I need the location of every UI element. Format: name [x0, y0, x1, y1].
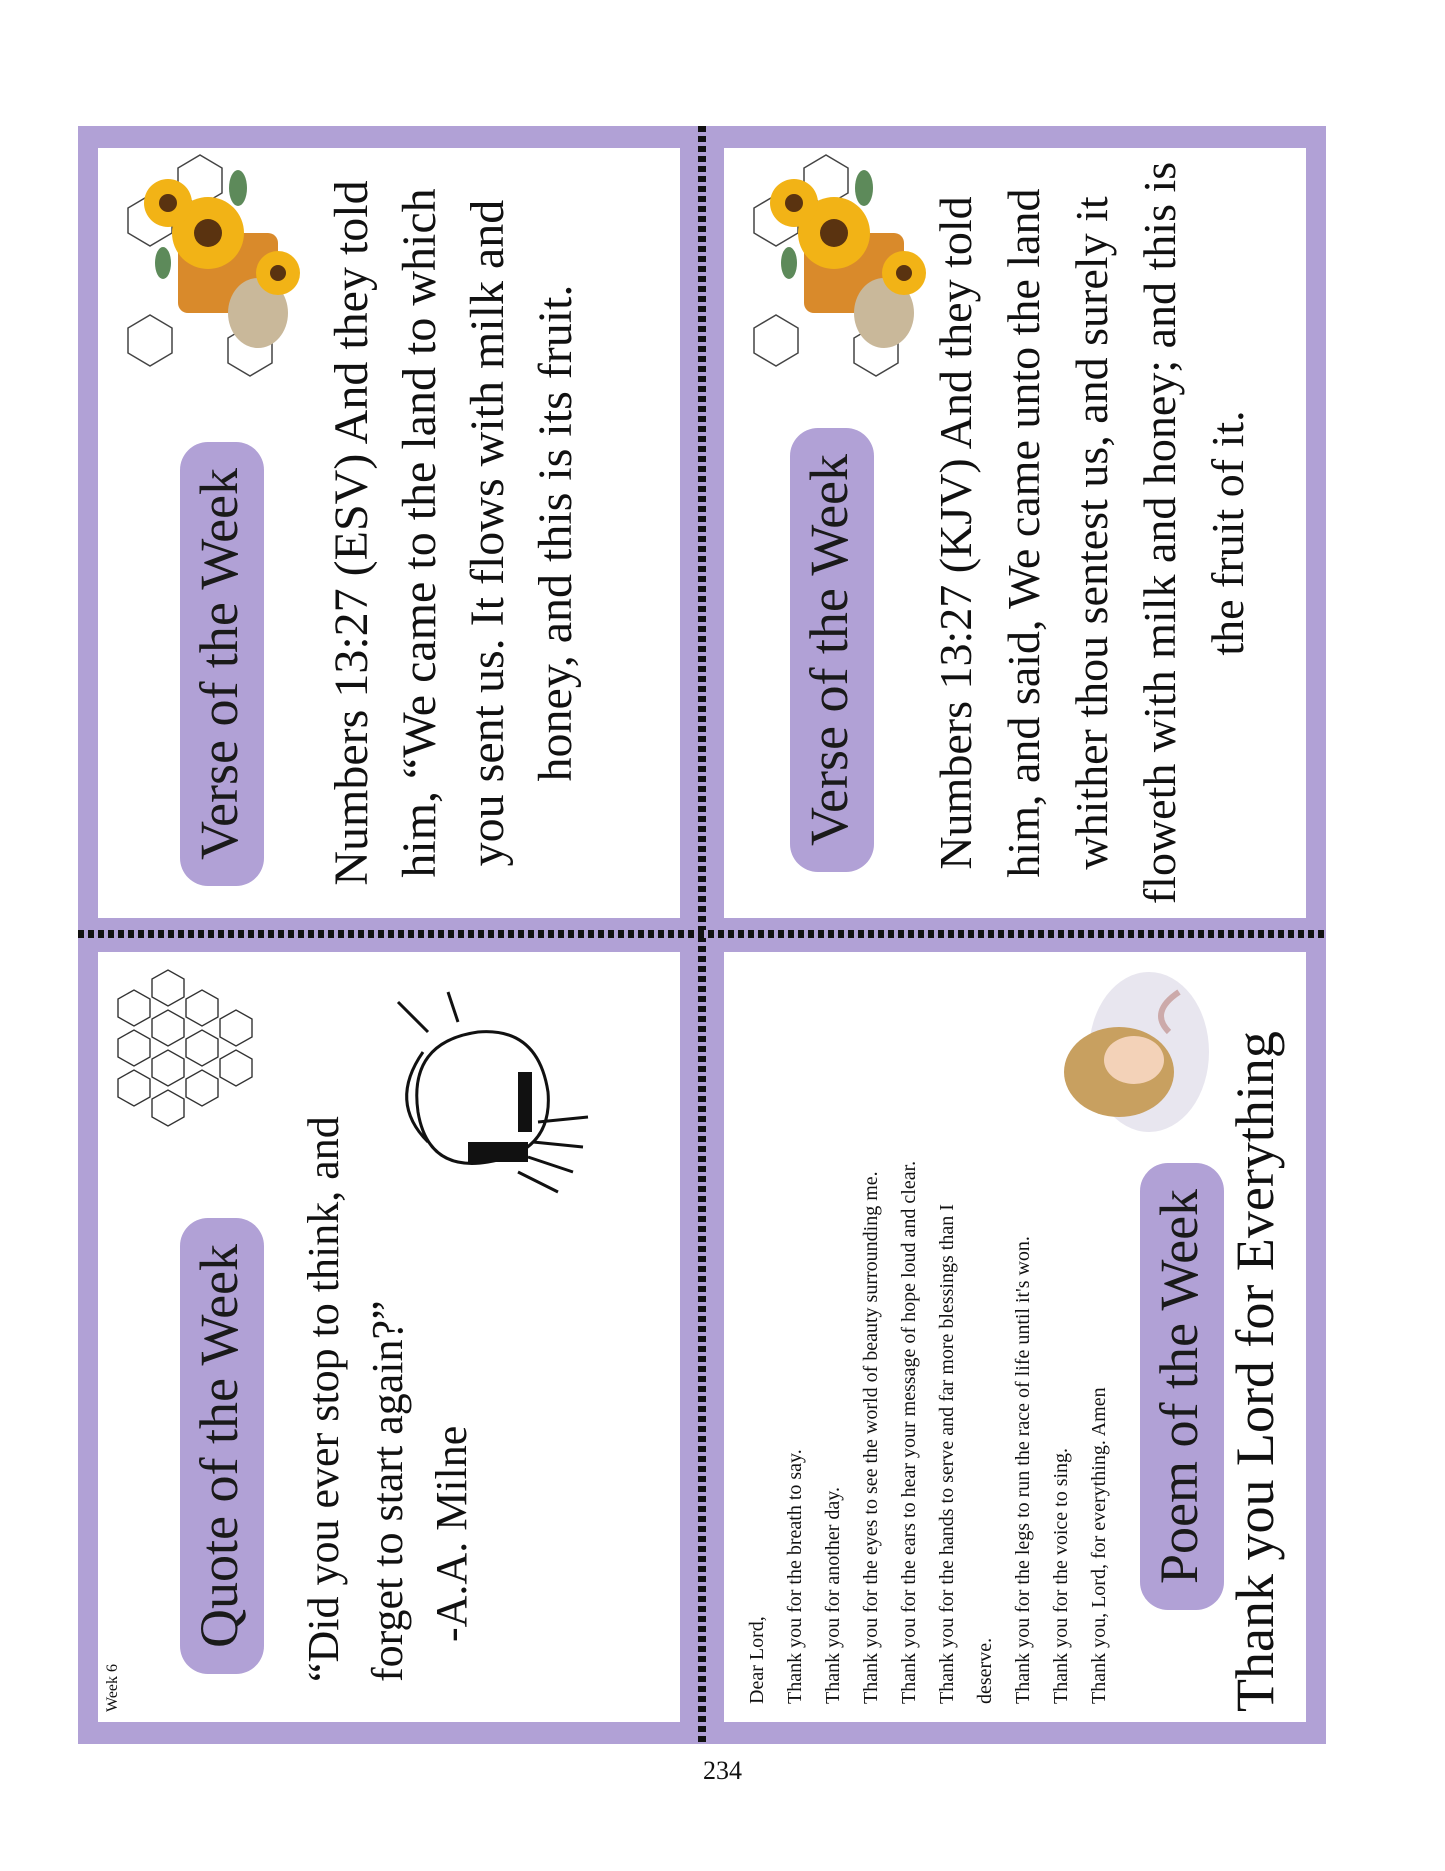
poem-line: Thank you for the legs to run the race of life until it's won.: [1012, 1236, 1034, 1704]
verse-kjv-line: whither thou sentest us, and surely it: [1066, 196, 1117, 870]
verse-esv-heading: Verse of the Week: [189, 467, 249, 860]
poem-heading-pill: [1140, 1163, 1224, 1610]
honeycomb-icon: [108, 967, 278, 1137]
verse-kjv-line: Numbers 13:27 (KJV) And they told: [930, 196, 981, 870]
poem-line: Thank you for the hands to serve and far more blessings than I: [936, 1204, 958, 1704]
verse-esv-line: him, “We came to the land to which: [393, 188, 446, 878]
quote-heading-pill: [180, 1218, 264, 1674]
poem-line: Thank you for the voice to sing.: [1050, 1447, 1072, 1704]
sunflower-honey-icon: [108, 153, 318, 383]
verse-esv-line: Numbers 13:27 (ESV) And they told: [325, 180, 378, 886]
poem-card-content: [724, 952, 1306, 1722]
poem-card: [724, 952, 1306, 1722]
quote-line: forget to start again?”: [363, 1300, 412, 1682]
verse-esv-text: [318, 168, 590, 898]
poem-line: Thank you for the breath to say.: [784, 1449, 806, 1704]
quote-heading: Quote of the Week: [189, 1243, 249, 1648]
quote-card-content: [98, 952, 680, 1722]
poem-line: Dear Lord,: [746, 1616, 768, 1704]
poem-lines: [738, 1161, 1118, 1704]
poem-line: Thank you for the eyes to see the world of beauty surrounding me.: [860, 1171, 882, 1704]
verse-kjv-content: [724, 148, 1306, 918]
quote-author: -A.A. Milne: [427, 1425, 476, 1642]
cut-line-horizontal: [78, 930, 1326, 938]
week-label: Week 6: [104, 1663, 121, 1712]
sunflower-honey-icon: [734, 153, 944, 383]
quote-line: “Did you ever stop to think, and: [299, 1116, 348, 1682]
verse-kjv-line: him, and said, We came unto the land: [998, 188, 1049, 878]
verse-kjv-line: the fruit of it.: [1202, 410, 1253, 656]
poem-title: Thank you Lord for Everything: [1225, 1031, 1285, 1712]
poem-line: deserve.: [974, 1637, 996, 1704]
verse-esv-card: [98, 148, 680, 918]
honey-pot-sketch-icon: [368, 982, 598, 1202]
verse-esv-line: honey, and this is its fruit.: [529, 284, 582, 782]
verse-esv-line: you sent us. It flows with milk and: [461, 199, 514, 867]
quote-card: [98, 952, 680, 1722]
poem-line: Thank you, Lord, for everything. Amen: [1088, 1387, 1110, 1704]
verse-kjv-card: [724, 148, 1306, 918]
poem-heading: Poem of the Week: [1149, 1188, 1209, 1584]
poem-line: Thank you for the ears to hear your message of hope loud and clear.: [898, 1160, 920, 1704]
praying-girl-illustration: [1049, 962, 1229, 1142]
poem-line: Thank you for another day.: [822, 1487, 844, 1704]
page-number: 234: [703, 1756, 742, 1785]
verse-kjv-text: [922, 158, 1262, 908]
verse-esv-content: [98, 148, 680, 918]
verse-esv-heading-pill: [180, 442, 264, 886]
verse-kjv-heading-pill: [790, 428, 874, 872]
verse-kjv-line: floweth with milk and honey; and this is: [1134, 161, 1185, 905]
verse-kjv-heading: Verse of the Week: [799, 453, 859, 846]
